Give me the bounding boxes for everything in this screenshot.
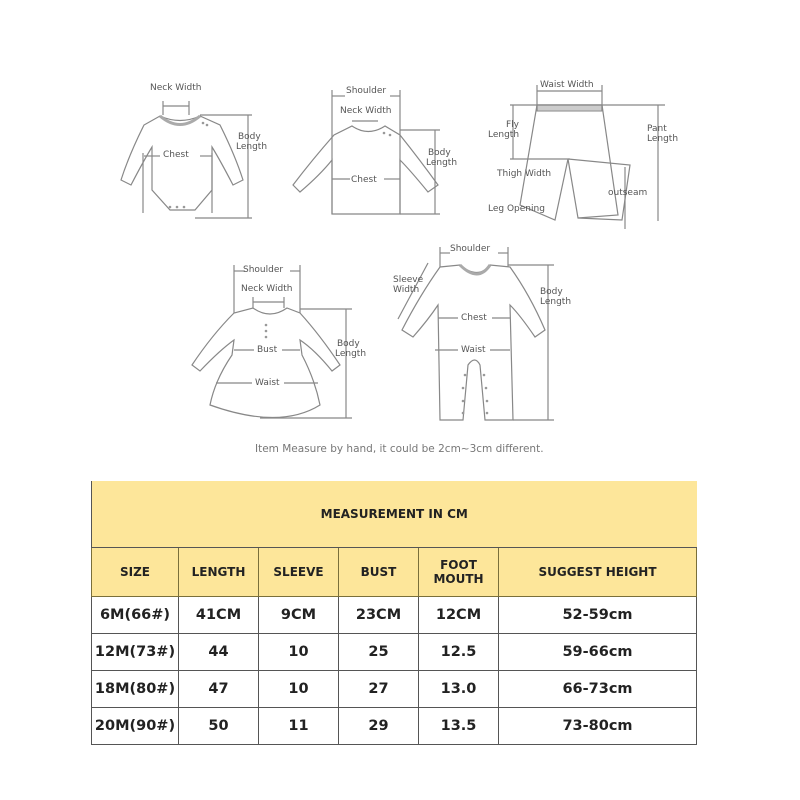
sleeve-width-label-2: Width [393, 285, 420, 295]
chest-label: Chest [163, 150, 189, 160]
col-header-foot-mouth: FOOT MOUTH [419, 548, 499, 597]
thigh-width-label: Thigh Width [497, 169, 552, 179]
cell-size: 12M(73#) [92, 634, 179, 671]
waist-width-label: Waist Width [540, 80, 594, 90]
chest-label: Chest [351, 175, 377, 185]
col-header-suggest-height: SUGGEST HEIGHT [499, 548, 697, 597]
waist-label: Waist [255, 378, 280, 388]
table-row [92, 708, 697, 745]
cell-foot-mouth: 13.5 [419, 708, 499, 745]
body-length-label: Body [238, 132, 261, 142]
cell-suggest-height: 59-66cm [499, 634, 697, 671]
cell-bust: 27 [339, 671, 419, 708]
body-length-label-2: Length [335, 349, 367, 359]
size-chart-table [91, 481, 697, 745]
cell-size: 20M(90#) [92, 708, 179, 745]
outseam-label: outseam [608, 188, 648, 198]
cell-suggest-height: 73-80cm [499, 708, 697, 745]
cell-foot-mouth: 12CM [419, 597, 499, 634]
cell-sleeve: 9CM [259, 597, 339, 634]
cell-size: 18M(80#) [92, 671, 179, 708]
col-header-sleeve: SLEEVE [259, 548, 339, 597]
sleeve-width-label: Sleeve [393, 275, 424, 285]
cell-length: 44 [179, 634, 259, 671]
cell-bust: 29 [339, 708, 419, 745]
dress-diagram [180, 245, 380, 430]
table-row [92, 597, 697, 634]
cell-bust: 25 [339, 634, 419, 671]
body-length-label-2: Length [540, 297, 572, 307]
pant-length-label: Pant [647, 124, 667, 134]
body-length-label: Body [540, 287, 563, 297]
cell-length: 50 [179, 708, 259, 745]
neck-width-label: Neck Width [340, 106, 392, 116]
cell-bust: 23CM [339, 597, 419, 634]
shoulder-label: Shoulder [450, 244, 491, 254]
cell-foot-mouth: 12.5 [419, 634, 499, 671]
romper-diagram [380, 235, 600, 430]
col-header-bust: BUST [339, 548, 419, 597]
cell-size: 6M(66#) [92, 597, 179, 634]
neck-width-label: Neck Width [150, 83, 202, 93]
leg-opening-label: Leg Opening [488, 204, 545, 214]
pant-length-label-2: Length [647, 134, 679, 144]
cell-sleeve: 10 [259, 671, 339, 708]
col-header-size: SIZE [92, 548, 179, 597]
cell-length: 47 [179, 671, 259, 708]
cell-sleeve: 10 [259, 634, 339, 671]
pants-diagram [470, 75, 690, 225]
cell-length: 41CM [179, 597, 259, 634]
bust-label: Bust [257, 345, 278, 355]
measurement-note: Item Measure by hand, it could be 2cm~3cm different. [255, 443, 544, 455]
cell-sleeve: 11 [259, 708, 339, 745]
shoulder-label: Shoulder [346, 86, 387, 96]
col-header-length: LENGTH [179, 548, 259, 597]
table-header-row [92, 548, 697, 597]
body-length-label: Body [337, 339, 360, 349]
fly-length-label: Fly [506, 120, 520, 130]
neck-width-label: Neck Width [241, 284, 293, 294]
table-row [92, 634, 697, 671]
fly-length-label-2: Length [488, 130, 520, 140]
body-length-label-2: Length [236, 142, 268, 152]
table-title: MEASUREMENT IN CM [92, 481, 697, 548]
shoulder-label: Shoulder [243, 265, 284, 275]
body-length-label-2: Length [426, 158, 458, 168]
waist-label: Waist [461, 345, 486, 355]
chest-label: Chest [461, 313, 487, 323]
table-row [92, 671, 697, 708]
shirt-diagram [290, 75, 470, 225]
bodysuit-diagram [100, 75, 280, 225]
cell-foot-mouth: 13.0 [419, 671, 499, 708]
cell-suggest-height: 52-59cm [499, 597, 697, 634]
cell-suggest-height: 66-73cm [499, 671, 697, 708]
romper-line-art [380, 235, 600, 430]
pants-line-art [470, 75, 690, 225]
body-length-label: Body [428, 148, 451, 158]
